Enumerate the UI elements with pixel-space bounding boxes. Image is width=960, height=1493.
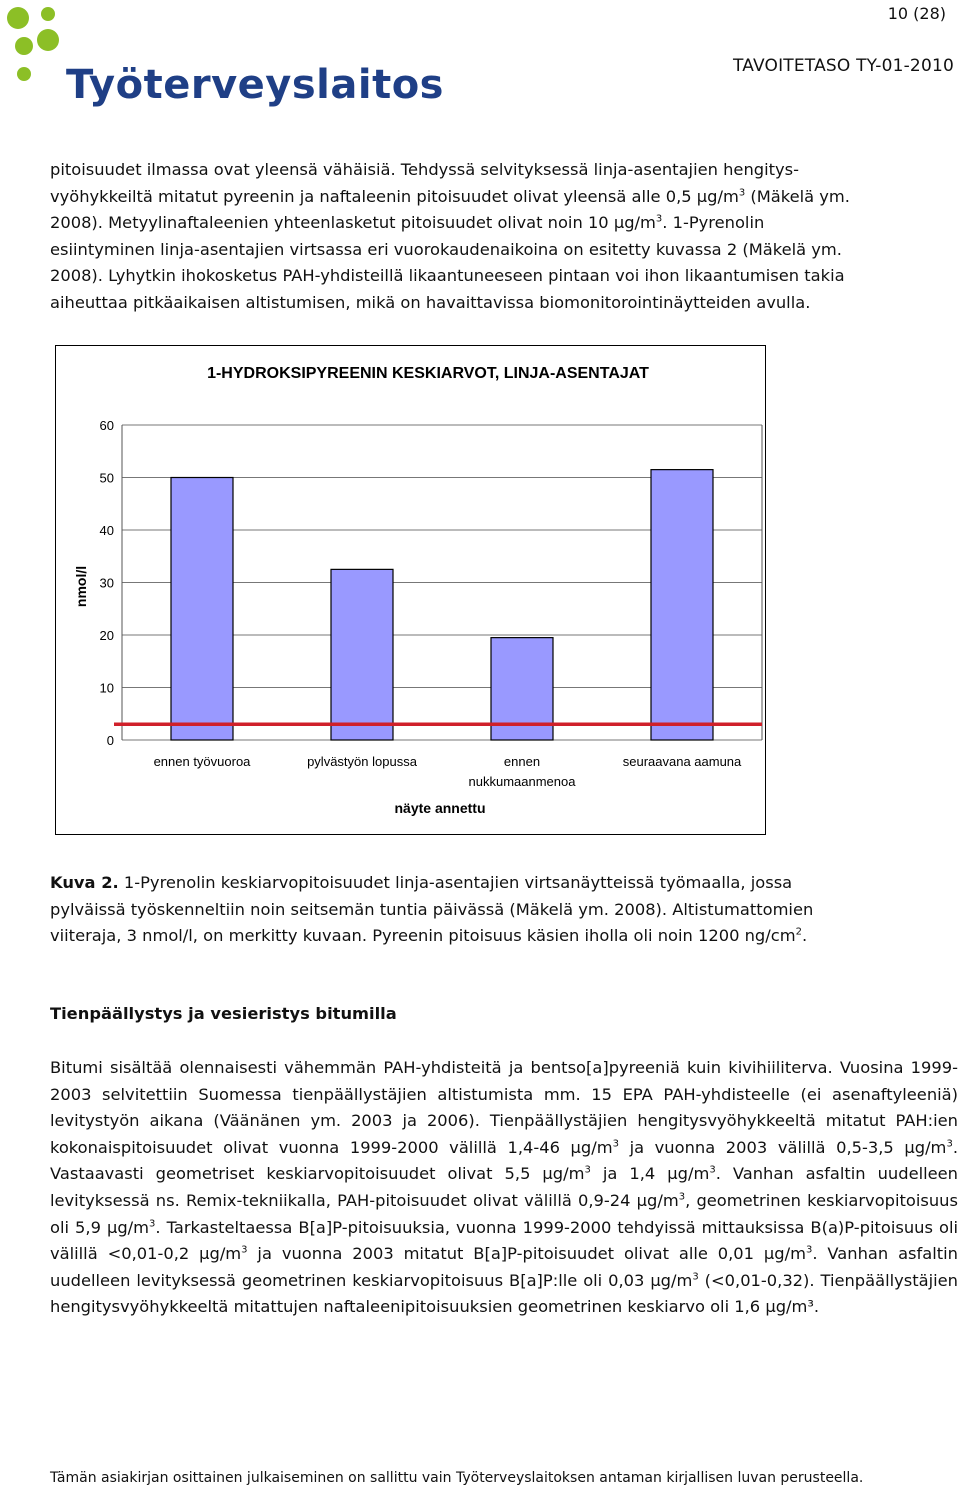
x-tick-label: ennen bbox=[503, 754, 541, 769]
footer-notice: Tämän asiakirjan osittainen julkaiseminen on sallittu vain Työterveyslaitoksen antaman kirjallisen luvan perusteella. bbox=[50, 1470, 864, 1486]
y-tick-label: 40 bbox=[99, 523, 114, 538]
y-tick-label: 10 bbox=[99, 680, 114, 696]
x-tick-label: seuraavana aamuna bbox=[622, 754, 742, 769]
y-tick-label: 30 bbox=[99, 575, 114, 591]
x-tick-label: nukkumaanmenoa bbox=[468, 774, 576, 789]
chart-frame bbox=[55, 345, 766, 835]
x-axis-label: näyte annettu bbox=[394, 800, 486, 816]
bar-chart bbox=[56, 346, 765, 834]
caption-line-3: viiteraja, 3 nmol/l, on merkitty kuvaan. Pyreenin pitoisuus käsien iholla oli noin 1200 $ng/cm^2$. bbox=[50, 926, 808, 946]
x-tick-label: pylvästyön lopussa bbox=[307, 754, 417, 769]
document-code: TAVOITETASO TY-01-2010 bbox=[732, 56, 954, 76]
para1-line-1: pitoisuudet ilmassa ovat yleensä vähäisiä. Tehdyssä selvityksessä linja-asentajien hengitys- bbox=[50, 160, 799, 179]
chart-title: 1-HYDROKSIPYREENIN KESKIARVOT, LINJA-ASENTAJAT bbox=[207, 365, 649, 382]
caption-line-2: pylväissä työskenneltiin noin seitsemän tuntia päivässä (Mäkelä ym. 2008). Altistumattomien bbox=[50, 899, 814, 919]
bar bbox=[171, 478, 233, 741]
para1-line-4: esiintyminen linja-asentajien virtsassa eri vuorokaudenaikoina on esitetty kuvassa 2 (Mäkelä ym. bbox=[50, 239, 842, 259]
intro-paragraph bbox=[50, 157, 958, 317]
caption-line-1: Kuva 2. 1-Pyrenolin keskiarvopitoisuudet linja-asentajien virtsanäytteissä työmaalla, jossa bbox=[50, 873, 793, 892]
para1-line-2: vyöhykkeiltä mitatut pyreenin ja naftaleenin pitoisuudet olivat yleensä alle 0,5 $\mu g/m^3$ (Mäkelä ym. bbox=[50, 186, 850, 206]
y-tick-label: 50 bbox=[99, 470, 114, 486]
para1-line-3: 2008). Metyylinaftaleenien yhteenlasketut pitoisuudet olivat noin 10 $\mu g/m^3$. 1-Pyrenolin bbox=[50, 213, 765, 233]
logo bbox=[0, 0, 444, 115]
bitumen-paragraph: Bitumi sisältää olennaisesti vähemmän PAH-yhdisteitä ja bentso[a]pyreeniä kuin kivihiiliterva. Vuosina 1999-2003 selvitettiin Suomessa tienpäällystäjien altistumista mm. 15 EPA PAH-yhdisteelle (ei asenaftyleeniä) levitystyön aikana (Väänänen ym. 2003 ja 2006). Tienpäällystäjien hengitysvyöhykkeeltä mitatut PAH:ien kokonaispitoisuudet olivat vuonna 1999-2000 välillä 1,4-46 $\mu g/m^3$ ja vuonna 2003 välillä 0,5-3,5 $\mu g/m^3$. Vastaavasti geometriset keskiarvopitoisuudet olivat 5,5 $\mu g/m^3$ ja 1,4 $\mu g/m^3$. Vanhan asfaltin uudelleen levityksessä ns. Remix-tekniikalla, PAH-pitoisuudet olivat välillä 0,9-24 $\mu g/m^3$, geometrinen keskiarvopitoisuus oli 5,9 $\mu g/m^3$. Tarkasteltaessa B[a]P-pitoisuuksia, vuonna 1999-2000 tehdyissä mittauksissa B(a)P-pitoisuus oli välillä <0,01-0,2 $\mu g/m^3$ ja vuonna 2003 mitatut B[a]P-pitoisuudet olivat alle 0,01 $\mu g/m^3$. Vanhan asfaltin uudelleen levityksessä geometrinen keskiarvopitoisuus B[a]P:lle oli 0,03 $\mu g/m^3$ (<0,01-0,32). Tienpäällystäjien hengitysvyöhykkeeltä mitattujen naftaleenipitoisuuksien geometrinen keskiarvo oli 1,6 µg/m³. bbox=[50, 1058, 959, 1317]
y-tick-label: 20 bbox=[99, 628, 114, 643]
figure-caption bbox=[50, 870, 958, 950]
caption-label: Kuva 2. bbox=[50, 873, 119, 892]
para1-line-5: 2008). Lyhytkin ihokosketus PAH-yhdisteillä likaantuneeseen pintaan voi ihon likaantumisen takia bbox=[50, 266, 845, 286]
section-heading: Tienpäällystys ja vesieristys bitumilla bbox=[50, 1004, 397, 1023]
logo-wordmark: Työterveyslaitos bbox=[66, 62, 444, 108]
para1-line-6: aiheuttaa pitkäaikaisen altistumisen, mikä on havaittavissa biomonitorointinäytteiden avulla. bbox=[50, 292, 811, 312]
x-tick-label: ennen työvuoroa bbox=[153, 754, 251, 769]
bar bbox=[651, 470, 713, 740]
page-number: 10 (28) bbox=[887, 4, 946, 23]
y-tick-label: 60 bbox=[99, 418, 114, 433]
y-tick-label: 0 bbox=[106, 733, 114, 748]
y-axis-label: nmol/l bbox=[73, 565, 89, 608]
bar bbox=[331, 569, 393, 740]
